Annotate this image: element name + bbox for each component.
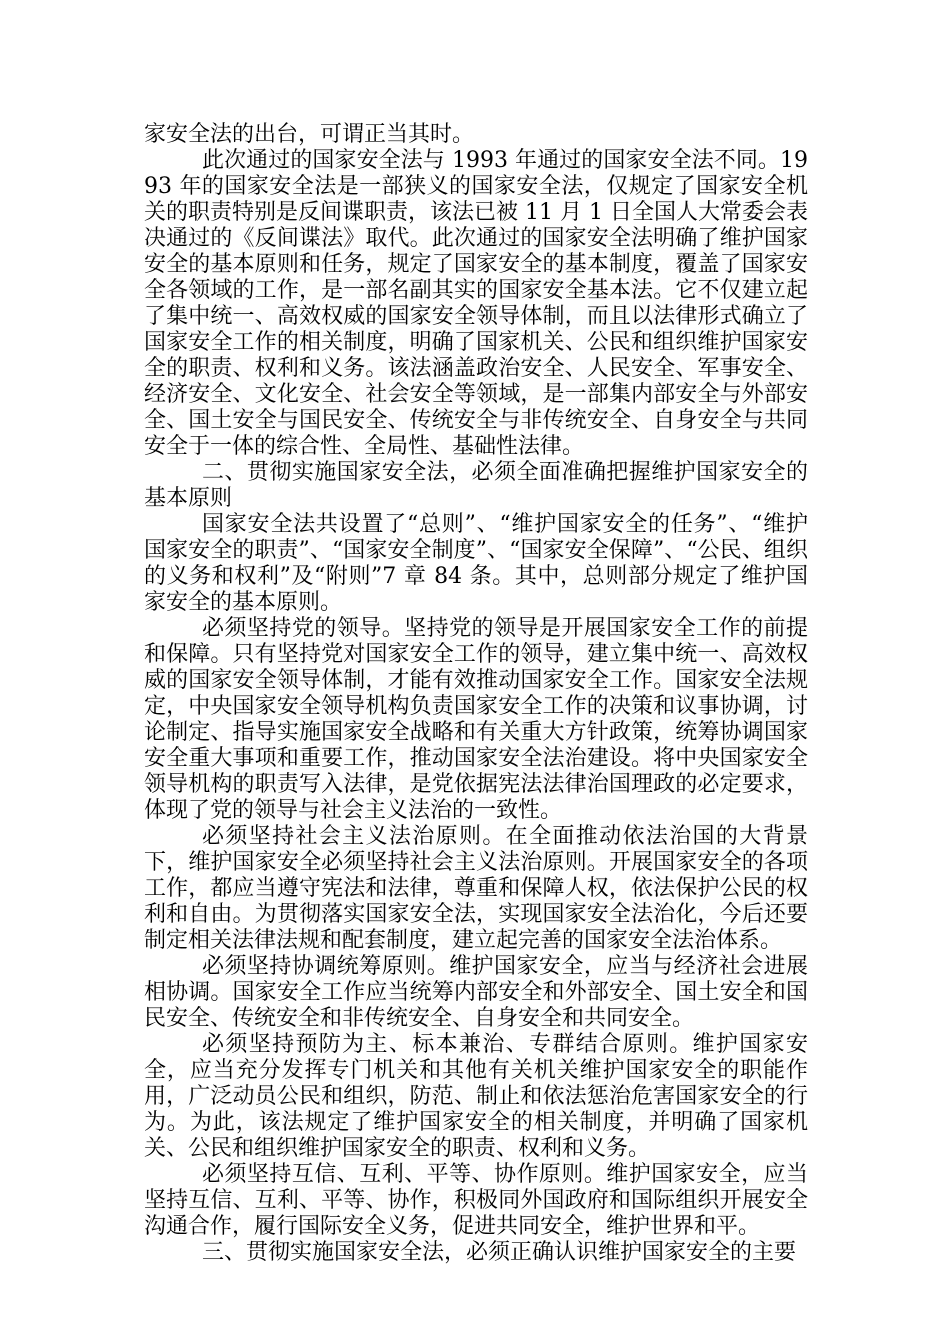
section-heading-2: 二、贯彻实施国家安全法，必须全面准确把握维护国家安全的基本原则 <box>144 460 808 511</box>
paragraph-party-leadership: 必须坚持党的领导。坚持党的领导是开展国家安全工作的前提和保障。只有坚持党对国家安全工作的领导，建立集中统一、高效权威的国家安全领导体制，才能有效推动国家安全工作。国家安全法规定，中央国家安全领导机构负责国家安全工作的决策和议事协调，讨论制定、指导实施国家安全战略和有关重大方针政策，统筹协调国家安全重大事项和重要工作，推动国家安全法治建设。将中央国家安全领导机构的职责写入法律，是党依据宪法法律治国理政的必定要求，体现了党的领导与社会主义法治的一致性。 <box>144 616 808 823</box>
paragraph-mutual-trust: 必须坚持互信、互利、平等、协作原则。维护国家安全，应当坚持互信、互利、平等、协作，积极同外国政府和国际组织开展安全沟通合作，履行国际安全义务，促进共同安全，维护世界和平。 <box>144 1162 808 1239</box>
paragraph-rule-of-law: 必须坚持社会主义法治原则。在全面推动依法治国的大背景下，维护国家安全必须坚持社会主义法治原则。开展国家安全的各项工作，都应当遵守宪法和法律，尊重和保障人权，依法保护公民的权利和自由。为贯彻落实国家安全法，实现国家安全法治化，今后还要制定相关法律法规和配套制度，建立起完善的国家安全法治体系。 <box>144 824 808 953</box>
paragraph-law-structure: 国家安全法共设置了“总则”、“维护国家安全的任务”、“维护国家安全的职责”、“国家安全制度”、“国家安全保障”、“公民、组织的义务和权利”及“附则”7 章 84 条。其中，总则部分规定了维护国家安全的基本原则。 <box>144 512 808 615</box>
section-heading-3: 三、贯彻实施国家安全法，必须正确认识维护国家安全的主要 <box>202 1240 797 1265</box>
paragraph-law-comparison: 此次通过的国家安全法与 1993 年通过的国家安全法不同。1993 年的国家安全法是一部狭义的国家安全法，仅规定了国家安全机关的职责特别是反间谍职责，该法已被 11 月 1 日全国人大常委会表决通过的《反间谍法》取代。此次通过的国家安全法明确了维护国家安全的基本原则和任务，规定了国家安全的基本制度，覆盖了国家安全各领域的工作，是一部名副其实的国家安全基本法。它不仅建立起了集中统一、高效权威的国家安全领导体制，而且以法律形式确立了国家安全工作的相关制度，明确了国家机关、公民和组织维护国家安全的职责、权利和义务。该法涵盖政治安全、人民安全、军事安全、经济安全、文化安全、社会安全等领域，是一部集内部安全与外部安全、国土安全与国民安全、传统安全与非传统安全、自身安全与共同安全于一体的综合性、全局性、基础性法律。 <box>144 148 808 459</box>
document-body <box>144 122 808 1266</box>
paragraph-coordination: 必须坚持协调统筹原则。维护国家安全，应当与经济社会进展相协调。国家安全工作应当统筹内部安全和外部安全、国土安全和国民安全、传统安全和非传统安全、自身安全和共同安全。 <box>144 954 808 1031</box>
paragraph-continuation: 家安全法的出台，可谓正当其时。 <box>144 122 475 147</box>
paragraph-prevention: 必须坚持预防为主、标本兼治、专群结合原则。维护国家安全，应当充分发挥专门机关和其他有关机关维护国家安全的职能作用，广泛动员公民和组织，防范、制止和依法惩治危害国家安全的行为。为此，该法规定了维护国家安全的相关制度，并明确了国家机关、公民和组织维护国家安全的职责、权利和义务。 <box>144 1032 808 1161</box>
